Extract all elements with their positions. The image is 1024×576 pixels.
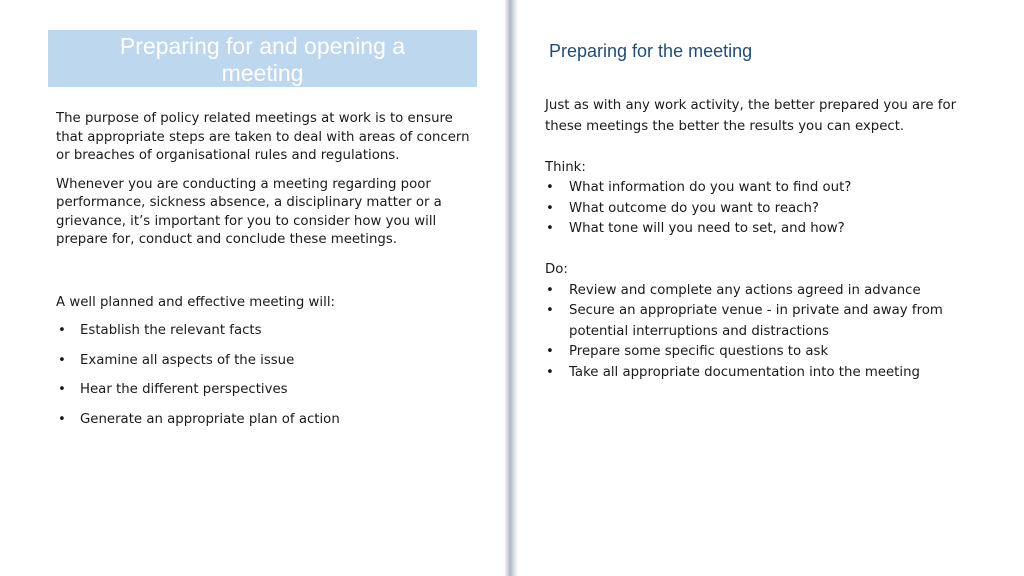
page-title: Preparing for and opening a meeting bbox=[119, 33, 406, 86]
right-body bbox=[545, 96, 985, 383]
intro-paragraph: Just as with any work activity, the better prepared you are for these meetings the better the results you can expect. bbox=[545, 98, 957, 134]
list-item: • What outcome do you want to reach? bbox=[545, 199, 985, 220]
think-label: Think: bbox=[545, 159, 586, 175]
list-item: • Secure an appropriate venue - in private and away from potential interruptions and distractions bbox=[545, 301, 985, 342]
do-list bbox=[545, 281, 985, 384]
list-item: • What tone will you need to set, and how? bbox=[545, 219, 985, 240]
list-item: • Prepare some specific questions to ask bbox=[545, 342, 985, 363]
panel-divider bbox=[504, 0, 518, 576]
section-heading: Preparing for the meeting bbox=[549, 41, 753, 61]
effective-meeting-list bbox=[56, 322, 476, 429]
purpose-paragraph: The purpose of policy related meetings at work is to ensure that appropriate steps are taken to deal with areas of concern or breaches of organisational rules and regulations. bbox=[56, 111, 470, 163]
list-item: • Examine all aspects of the issue bbox=[56, 352, 476, 371]
list-item: • Take all appropriate documentation into the meeting bbox=[545, 363, 985, 384]
list-item: • What information do you want to find out? bbox=[545, 178, 985, 199]
title-banner bbox=[48, 30, 477, 87]
left-body bbox=[56, 110, 476, 440]
list-item: • Review and complete any actions agreed in advance bbox=[545, 281, 985, 302]
do-label: Do: bbox=[545, 262, 568, 277]
think-list bbox=[545, 178, 985, 240]
list-intro: A well planned and effective meeting will: bbox=[56, 294, 335, 310]
left-panel bbox=[0, 0, 504, 576]
right-panel bbox=[518, 0, 1024, 576]
list-item: • Hear the different perspectives bbox=[56, 381, 476, 400]
list-item: • Establish the relevant facts bbox=[56, 322, 476, 341]
conducting-paragraph: Whenever you are conducting a meeting regarding poor performance, sickness absence, a disciplinary matter or a grievance, it’s important for you to consider how you will prepare for, conduct and conclude these meetings. bbox=[56, 176, 442, 247]
list-item: • Generate an appropriate plan of action bbox=[56, 411, 476, 430]
